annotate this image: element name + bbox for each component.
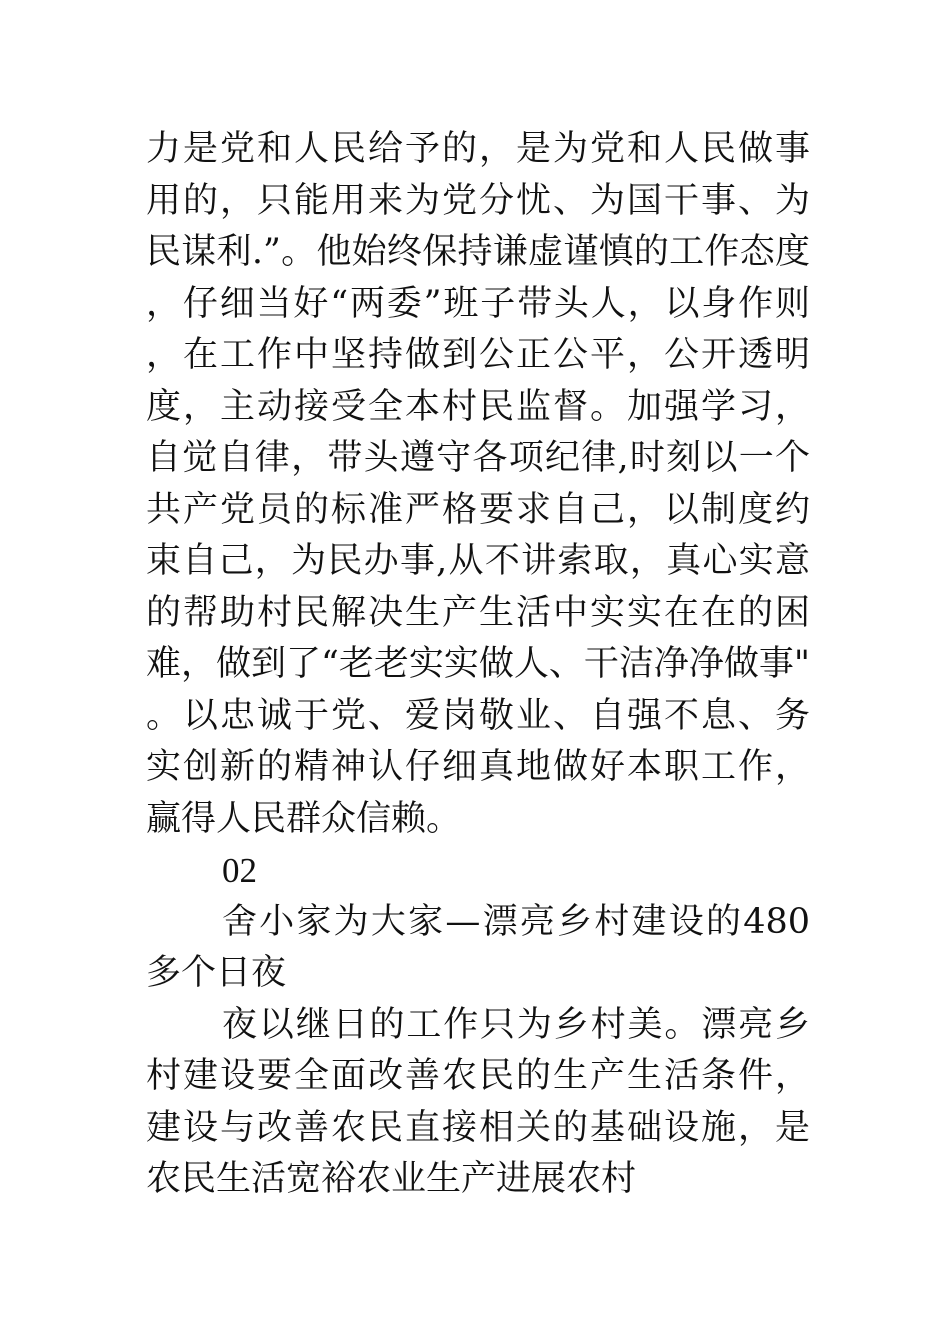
- section-title: 舍小家为大家—漂亮乡村建设的480多个日夜: [146, 901, 810, 993]
- document-body: [146, 124, 810, 1206]
- section-body-paragraph: 夜以继日的工作只为乡村美。漂亮乡村建设要全面改善农民的生产生活条件，建设与改善农民直接相关的基础设施，是农民生活宽裕农业生产进展农村: [146, 1004, 810, 1199]
- body-paragraph-1: 力是党和人民给予的，是为党和人民做事用的，只能用来为党分忧、为国干事、为民谋利.”。他始终保持谦虚谨慎的工作态度，仔细当好“两委”班子带头人，以身作则，在工作中坚持做到公正公平，公开透明度，主动接受全本村民监督。加强学习，自觉自律，带头遵守各项纪律,时刻以一个共产党员的标准严格要求自己，以制度约束自己，为民办事,从不讲索取，真心实意的帮助村民解决生产生活中实实在在的困难，做到了“老老实实做人、干洁净净做事"。以忠诚于党、爱岗敬业、自强不息、务实创新的精神认仔细真地做好本职工作，赢得人民群众信赖。: [146, 129, 810, 839]
- section-number: 02: [222, 851, 257, 890]
